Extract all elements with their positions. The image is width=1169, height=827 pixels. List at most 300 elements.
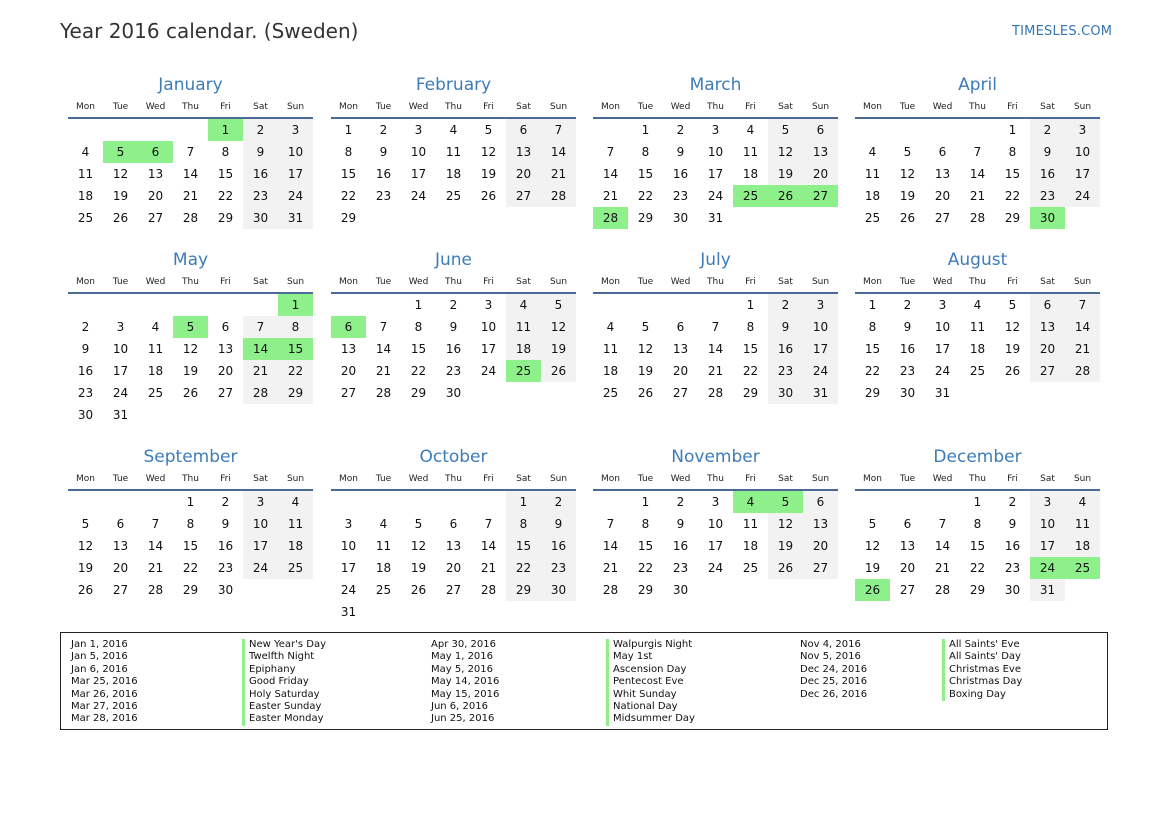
day-cell[interactable]: 8 <box>1008 145 1017 159</box>
holiday-day-cell[interactable]: 1 <box>278 294 313 316</box>
day-cell[interactable]: 24 <box>410 189 427 203</box>
day-cell[interactable]: 22 <box>506 557 541 579</box>
holiday-day-cell[interactable]: 24 <box>1030 557 1065 579</box>
day-cell[interactable]: 13 <box>934 167 951 181</box>
day-cell[interactable]: 12 <box>541 316 576 338</box>
day-cell[interactable]: 12 <box>637 342 654 356</box>
day-cell[interactable]: 14 <box>147 539 164 553</box>
day-cell[interactable]: 9 <box>243 141 278 163</box>
day-cell[interactable]: 7 <box>484 517 493 531</box>
day-cell[interactable]: 13 <box>217 342 234 356</box>
day-cell[interactable]: 13 <box>899 539 916 553</box>
day-cell[interactable]: 3 <box>711 123 720 137</box>
day-cell[interactable]: 22 <box>217 189 234 203</box>
day-cell[interactable]: 5 <box>868 517 877 531</box>
day-cell[interactable]: 31 <box>278 207 313 229</box>
day-cell[interactable]: 16 <box>217 539 234 553</box>
day-cell[interactable]: 17 <box>243 535 278 557</box>
day-cell[interactable]: 2 <box>541 491 576 513</box>
day-cell[interactable]: 11 <box>445 145 462 159</box>
day-cell[interactable]: 19 <box>77 561 94 575</box>
day-cell[interactable]: 21 <box>243 360 278 382</box>
day-cell[interactable]: 27 <box>340 386 357 400</box>
day-cell[interactable]: 25 <box>375 583 392 597</box>
day-cell[interactable]: 22 <box>340 189 357 203</box>
day-cell[interactable]: 24 <box>1065 185 1100 207</box>
day-cell[interactable]: 23 <box>375 189 392 203</box>
day-cell[interactable]: 9 <box>81 342 90 356</box>
day-cell[interactable]: 9 <box>449 320 458 334</box>
day-cell[interactable]: 16 <box>445 342 462 356</box>
day-cell[interactable]: 17 <box>934 342 951 356</box>
day-cell[interactable]: 29 <box>182 583 199 597</box>
day-cell[interactable]: 9 <box>379 145 388 159</box>
day-cell[interactable]: 3 <box>243 491 278 513</box>
day-cell[interactable]: 19 <box>112 189 129 203</box>
day-cell[interactable]: 3 <box>116 320 125 334</box>
day-cell[interactable]: 16 <box>243 163 278 185</box>
day-cell[interactable]: 29 <box>410 386 427 400</box>
day-cell[interactable]: 15 <box>742 342 759 356</box>
day-cell[interactable]: 8 <box>641 145 650 159</box>
day-cell[interactable]: 13 <box>147 167 164 181</box>
day-cell[interactable]: 17 <box>410 167 427 181</box>
day-cell[interactable]: 10 <box>340 539 357 553</box>
day-cell[interactable]: 5 <box>81 517 90 531</box>
day-cell[interactable]: 15 <box>637 167 654 181</box>
day-cell[interactable]: 5 <box>1008 298 1017 312</box>
day-cell[interactable]: 12 <box>864 539 881 553</box>
day-cell[interactable]: 7 <box>606 145 615 159</box>
day-cell[interactable]: 12 <box>182 342 199 356</box>
day-cell[interactable]: 1 <box>506 491 541 513</box>
day-cell[interactable]: 29 <box>217 211 234 225</box>
day-cell[interactable]: 9 <box>541 513 576 535</box>
day-cell[interactable]: 21 <box>707 364 724 378</box>
day-cell[interactable]: 8 <box>868 320 877 334</box>
day-cell[interactable]: 28 <box>934 583 951 597</box>
day-cell[interactable]: 23 <box>217 561 234 575</box>
day-cell[interactable]: 31 <box>340 605 357 619</box>
day-cell[interactable]: 16 <box>1030 163 1065 185</box>
day-cell[interactable]: 7 <box>186 145 195 159</box>
day-cell[interactable]: 3 <box>1030 491 1065 513</box>
day-cell[interactable]: 28 <box>1065 360 1100 382</box>
day-cell[interactable]: 22 <box>410 364 427 378</box>
day-cell[interactable]: 18 <box>445 167 462 181</box>
day-cell[interactable]: 28 <box>707 386 724 400</box>
day-cell[interactable]: 18 <box>77 189 94 203</box>
day-cell[interactable]: 12 <box>410 539 427 553</box>
day-cell[interactable]: 16 <box>768 338 803 360</box>
holiday-day-cell[interactable]: 25 <box>733 185 768 207</box>
day-cell[interactable]: 29 <box>1004 211 1021 225</box>
day-cell[interactable]: 9 <box>1008 517 1017 531</box>
holiday-day-cell[interactable]: 5 <box>768 491 803 513</box>
day-cell[interactable]: 19 <box>768 535 803 557</box>
holiday-day-cell[interactable]: 15 <box>278 338 313 360</box>
holiday-day-cell[interactable]: 25 <box>506 360 541 382</box>
day-cell[interactable]: 13 <box>445 539 462 553</box>
day-cell[interactable]: 8 <box>278 316 313 338</box>
day-cell[interactable]: 26 <box>1004 364 1021 378</box>
day-cell[interactable]: 30 <box>243 207 278 229</box>
day-cell[interactable]: 12 <box>77 539 94 553</box>
day-cell[interactable]: 20 <box>934 189 951 203</box>
day-cell[interactable]: 12 <box>768 141 803 163</box>
holiday-day-cell[interactable]: 5 <box>103 141 138 163</box>
day-cell[interactable]: 7 <box>243 316 278 338</box>
day-cell[interactable]: 11 <box>602 342 619 356</box>
day-cell[interactable]: 26 <box>637 386 654 400</box>
day-cell[interactable]: 2 <box>81 320 90 334</box>
day-cell[interactable]: 2 <box>676 495 685 509</box>
day-cell[interactable]: 16 <box>672 167 689 181</box>
day-cell[interactable]: 21 <box>1065 338 1100 360</box>
day-cell[interactable]: 20 <box>1030 338 1065 360</box>
day-cell[interactable]: 18 <box>506 338 541 360</box>
day-cell[interactable]: 2 <box>449 298 458 312</box>
day-cell[interactable]: 26 <box>541 360 576 382</box>
day-cell[interactable]: 1 <box>868 298 877 312</box>
day-cell[interactable]: 11 <box>742 517 759 531</box>
day-cell[interactable]: 19 <box>1004 342 1021 356</box>
day-cell[interactable]: 24 <box>112 386 129 400</box>
day-cell[interactable]: 28 <box>182 211 199 225</box>
day-cell[interactable]: 24 <box>803 360 838 382</box>
holiday-day-cell[interactable]: 28 <box>593 207 628 229</box>
day-cell[interactable]: 27 <box>445 583 462 597</box>
day-cell[interactable]: 11 <box>77 167 94 181</box>
day-cell[interactable]: 28 <box>602 583 619 597</box>
day-cell[interactable]: 4 <box>449 123 458 137</box>
day-cell[interactable]: 6 <box>903 517 912 531</box>
day-cell[interactable]: 16 <box>1004 539 1021 553</box>
day-cell[interactable]: 7 <box>151 517 160 531</box>
day-cell[interactable]: 14 <box>969 167 986 181</box>
day-cell[interactable]: 7 <box>541 119 576 141</box>
day-cell[interactable]: 7 <box>938 517 947 531</box>
day-cell[interactable]: 21 <box>541 163 576 185</box>
day-cell[interactable]: 11 <box>742 145 759 159</box>
day-cell[interactable]: 3 <box>344 517 353 531</box>
day-cell[interactable]: 9 <box>903 320 912 334</box>
day-cell[interactable]: 3 <box>1065 119 1100 141</box>
day-cell[interactable]: 4 <box>379 517 388 531</box>
day-cell[interactable]: 21 <box>147 561 164 575</box>
holiday-day-cell[interactable]: 14 <box>243 338 278 360</box>
holiday-day-cell[interactable]: 1 <box>208 119 243 141</box>
day-cell[interactable]: 10 <box>480 320 497 334</box>
day-cell[interactable]: 11 <box>278 513 313 535</box>
day-cell[interactable]: 8 <box>414 320 423 334</box>
day-cell[interactable]: 5 <box>484 123 493 137</box>
day-cell[interactable]: 11 <box>969 320 986 334</box>
day-cell[interactable]: 20 <box>899 561 916 575</box>
day-cell[interactable]: 17 <box>1065 163 1100 185</box>
day-cell[interactable]: 3 <box>938 298 947 312</box>
day-cell[interactable]: 30 <box>77 408 94 422</box>
day-cell[interactable]: 22 <box>969 561 986 575</box>
day-cell[interactable]: 31 <box>934 386 951 400</box>
day-cell[interactable]: 14 <box>480 539 497 553</box>
day-cell[interactable]: 10 <box>934 320 951 334</box>
day-cell[interactable]: 10 <box>278 141 313 163</box>
day-cell[interactable]: 18 <box>969 342 986 356</box>
day-cell[interactable]: 28 <box>541 185 576 207</box>
day-cell[interactable]: 27 <box>112 583 129 597</box>
day-cell[interactable]: 30 <box>217 583 234 597</box>
day-cell[interactable]: 23 <box>899 364 916 378</box>
day-cell[interactable]: 27 <box>803 557 838 579</box>
day-cell[interactable]: 28 <box>147 583 164 597</box>
day-cell[interactable]: 18 <box>375 561 392 575</box>
day-cell[interactable]: 15 <box>864 342 881 356</box>
holiday-day-cell[interactable]: 26 <box>855 579 890 601</box>
day-cell[interactable]: 19 <box>480 167 497 181</box>
day-cell[interactable]: 30 <box>672 211 689 225</box>
day-cell[interactable]: 18 <box>602 364 619 378</box>
day-cell[interactable]: 19 <box>541 338 576 360</box>
day-cell[interactable]: 23 <box>445 364 462 378</box>
day-cell[interactable]: 22 <box>637 189 654 203</box>
day-cell[interactable]: 7 <box>1065 294 1100 316</box>
day-cell[interactable]: 14 <box>375 342 392 356</box>
day-cell[interactable]: 18 <box>147 364 164 378</box>
day-cell[interactable]: 17 <box>278 163 313 185</box>
day-cell[interactable]: 27 <box>899 583 916 597</box>
day-cell[interactable]: 5 <box>641 320 650 334</box>
day-cell[interactable]: 26 <box>77 583 94 597</box>
day-cell[interactable]: 5 <box>541 294 576 316</box>
day-cell[interactable]: 11 <box>1065 513 1100 535</box>
holiday-day-cell[interactable]: 6 <box>138 141 173 163</box>
day-cell[interactable]: 24 <box>278 185 313 207</box>
day-cell[interactable]: 9 <box>1030 141 1065 163</box>
day-cell[interactable]: 1 <box>641 495 650 509</box>
day-cell[interactable]: 23 <box>672 561 689 575</box>
holiday-day-cell[interactable]: 5 <box>173 316 208 338</box>
day-cell[interactable]: 17 <box>707 539 724 553</box>
day-cell[interactable]: 2 <box>903 298 912 312</box>
day-cell[interactable]: 15 <box>182 539 199 553</box>
day-cell[interactable]: 20 <box>112 561 129 575</box>
day-cell[interactable]: 2 <box>1030 119 1065 141</box>
holiday-day-cell[interactable]: 30 <box>1030 207 1065 229</box>
day-cell[interactable]: 23 <box>672 189 689 203</box>
day-cell[interactable]: 25 <box>602 386 619 400</box>
day-cell[interactable]: 27 <box>934 211 951 225</box>
day-cell[interactable]: 9 <box>221 517 230 531</box>
day-cell[interactable]: 18 <box>742 539 759 553</box>
day-cell[interactable]: 30 <box>899 386 916 400</box>
day-cell[interactable]: 4 <box>1065 491 1100 513</box>
day-cell[interactable]: 24 <box>707 189 724 203</box>
day-cell[interactable]: 10 <box>1030 513 1065 535</box>
day-cell[interactable]: 6 <box>449 517 458 531</box>
day-cell[interactable]: 30 <box>768 382 803 404</box>
day-cell[interactable]: 6 <box>116 517 125 531</box>
day-cell[interactable]: 18 <box>1065 535 1100 557</box>
day-cell[interactable]: 26 <box>182 386 199 400</box>
day-cell[interactable]: 13 <box>506 141 541 163</box>
day-cell[interactable]: 15 <box>340 167 357 181</box>
day-cell[interactable]: 3 <box>803 294 838 316</box>
day-cell[interactable]: 29 <box>637 583 654 597</box>
day-cell[interactable]: 13 <box>112 539 129 553</box>
day-cell[interactable]: 17 <box>480 342 497 356</box>
day-cell[interactable]: 15 <box>1004 167 1021 181</box>
day-cell[interactable]: 29 <box>278 382 313 404</box>
day-cell[interactable]: 22 <box>742 364 759 378</box>
day-cell[interactable]: 2 <box>243 119 278 141</box>
day-cell[interactable]: 23 <box>1004 561 1021 575</box>
day-cell[interactable]: 11 <box>864 167 881 181</box>
holiday-day-cell[interactable]: 25 <box>1065 557 1100 579</box>
day-cell[interactable]: 4 <box>151 320 160 334</box>
day-cell[interactable]: 21 <box>602 561 619 575</box>
day-cell[interactable]: 9 <box>768 316 803 338</box>
day-cell[interactable]: 29 <box>506 579 541 601</box>
day-cell[interactable]: 29 <box>637 211 654 225</box>
day-cell[interactable]: 24 <box>340 583 357 597</box>
holiday-day-cell[interactable]: 6 <box>331 316 366 338</box>
holiday-day-cell[interactable]: 27 <box>803 185 838 207</box>
day-cell[interactable]: 27 <box>672 386 689 400</box>
day-cell[interactable]: 19 <box>182 364 199 378</box>
day-cell[interactable]: 12 <box>899 167 916 181</box>
day-cell[interactable]: 16 <box>672 539 689 553</box>
day-cell[interactable]: 28 <box>480 583 497 597</box>
day-cell[interactable]: 18 <box>278 535 313 557</box>
day-cell[interactable]: 25 <box>969 364 986 378</box>
day-cell[interactable]: 6 <box>803 119 838 141</box>
day-cell[interactable]: 28 <box>375 386 392 400</box>
day-cell[interactable]: 2 <box>676 123 685 137</box>
day-cell[interactable]: 12 <box>480 145 497 159</box>
day-cell[interactable]: 20 <box>445 561 462 575</box>
holiday-day-cell[interactable]: 26 <box>768 185 803 207</box>
day-cell[interactable]: 10 <box>112 342 129 356</box>
day-cell[interactable]: 1 <box>414 298 423 312</box>
day-cell[interactable]: 4 <box>746 123 755 137</box>
day-cell[interactable]: 21 <box>934 561 951 575</box>
day-cell[interactable]: 15 <box>410 342 427 356</box>
day-cell[interactable]: 2 <box>221 495 230 509</box>
day-cell[interactable]: 5 <box>768 119 803 141</box>
day-cell[interactable]: 4 <box>506 294 541 316</box>
day-cell[interactable]: 2 <box>379 123 388 137</box>
day-cell[interactable]: 1 <box>641 123 650 137</box>
day-cell[interactable]: 14 <box>182 167 199 181</box>
day-cell[interactable]: 15 <box>506 535 541 557</box>
day-cell[interactable]: 18 <box>742 167 759 181</box>
day-cell[interactable]: 4 <box>868 145 877 159</box>
day-cell[interactable]: 30 <box>1004 583 1021 597</box>
day-cell[interactable]: 19 <box>637 364 654 378</box>
day-cell[interactable]: 22 <box>637 561 654 575</box>
day-cell[interactable]: 27 <box>147 211 164 225</box>
day-cell[interactable]: 19 <box>768 163 803 185</box>
day-cell[interactable]: 14 <box>1065 316 1100 338</box>
day-cell[interactable]: 20 <box>506 163 541 185</box>
day-cell[interactable]: 14 <box>541 141 576 163</box>
day-cell[interactable]: 23 <box>1030 185 1065 207</box>
day-cell[interactable]: 2 <box>1008 495 1017 509</box>
day-cell[interactable]: 6 <box>803 491 838 513</box>
day-cell[interactable]: 10 <box>803 316 838 338</box>
day-cell[interactable]: 26 <box>410 583 427 597</box>
day-cell[interactable]: 13 <box>803 513 838 535</box>
day-cell[interactable]: 5 <box>414 517 423 531</box>
day-cell[interactable]: 21 <box>602 189 619 203</box>
day-cell[interactable]: 6 <box>938 145 947 159</box>
day-cell[interactable]: 22 <box>182 561 199 575</box>
day-cell[interactable]: 6 <box>506 119 541 141</box>
day-cell[interactable]: 25 <box>742 561 759 575</box>
day-cell[interactable]: 20 <box>803 163 838 185</box>
day-cell[interactable]: 6 <box>676 320 685 334</box>
day-cell[interactable]: 14 <box>602 539 619 553</box>
day-cell[interactable]: 8 <box>221 145 230 159</box>
day-cell[interactable]: 25 <box>77 211 94 225</box>
day-cell[interactable]: 24 <box>707 561 724 575</box>
day-cell[interactable]: 20 <box>803 535 838 557</box>
day-cell[interactable]: 24 <box>243 557 278 579</box>
day-cell[interactable]: 4 <box>81 145 90 159</box>
day-cell[interactable]: 17 <box>112 364 129 378</box>
day-cell[interactable]: 3 <box>484 298 493 312</box>
day-cell[interactable]: 23 <box>243 185 278 207</box>
day-cell[interactable]: 27 <box>1030 360 1065 382</box>
day-cell[interactable]: 14 <box>602 167 619 181</box>
day-cell[interactable]: 29 <box>340 211 357 225</box>
day-cell[interactable]: 22 <box>1004 189 1021 203</box>
day-cell[interactable]: 2 <box>768 294 803 316</box>
day-cell[interactable]: 10 <box>410 145 427 159</box>
day-cell[interactable]: 21 <box>480 561 497 575</box>
day-cell[interactable]: 9 <box>676 517 685 531</box>
day-cell[interactable]: 31 <box>707 211 724 225</box>
day-cell[interactable]: 31 <box>1030 579 1065 601</box>
day-cell[interactable]: 6 <box>1030 294 1065 316</box>
day-cell[interactable]: 3 <box>414 123 423 137</box>
day-cell[interactable]: 23 <box>77 386 94 400</box>
day-cell[interactable]: 7 <box>711 320 720 334</box>
day-cell[interactable]: 28 <box>969 211 986 225</box>
day-cell[interactable]: 31 <box>803 382 838 404</box>
day-cell[interactable]: 18 <box>864 189 881 203</box>
day-cell[interactable]: 20 <box>672 364 689 378</box>
day-cell[interactable]: 7 <box>973 145 982 159</box>
day-cell[interactable]: 12 <box>112 167 129 181</box>
day-cell[interactable]: 30 <box>541 579 576 601</box>
day-cell[interactable]: 16 <box>899 342 916 356</box>
day-cell[interactable]: 21 <box>182 189 199 203</box>
day-cell[interactable]: 1 <box>344 123 353 137</box>
day-cell[interactable]: 30 <box>672 583 689 597</box>
day-cell[interactable]: 20 <box>147 189 164 203</box>
day-cell[interactable]: 21 <box>375 364 392 378</box>
day-cell[interactable]: 17 <box>1030 535 1065 557</box>
day-cell[interactable]: 19 <box>864 561 881 575</box>
day-cell[interactable]: 10 <box>243 513 278 535</box>
day-cell[interactable]: 25 <box>147 386 164 400</box>
day-cell[interactable]: 10 <box>707 145 724 159</box>
day-cell[interactable]: 13 <box>340 342 357 356</box>
day-cell[interactable]: 8 <box>641 517 650 531</box>
day-cell[interactable]: 11 <box>506 316 541 338</box>
